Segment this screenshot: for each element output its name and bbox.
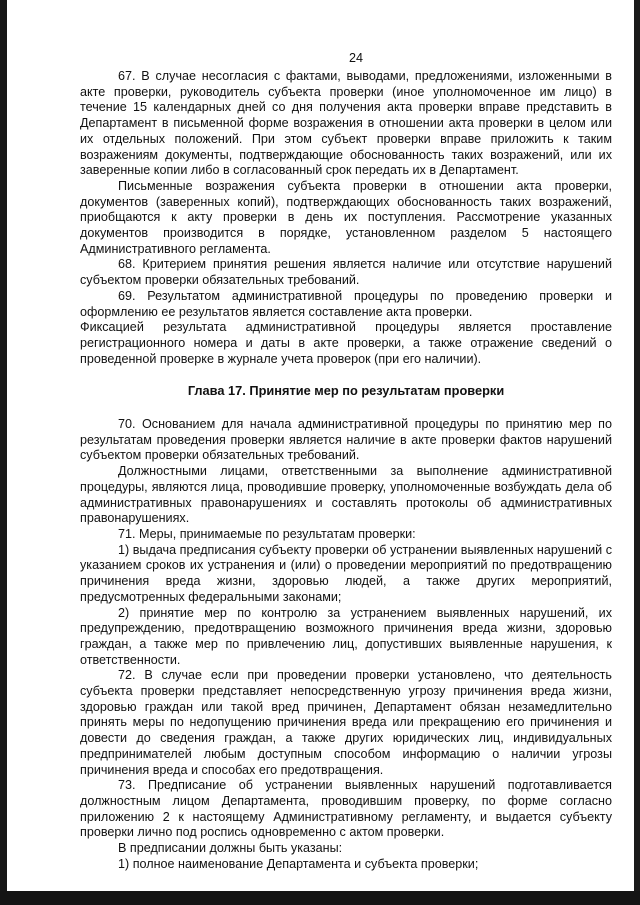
scan-border-bottom bbox=[0, 891, 640, 905]
paragraph: 1) выдача предписания субъекту проверки об устранении выявленных нарушений с указанием сроков их устранения и (или) о проведении мероприятий по предотвращению причинения вреда жизни, здоровью людей, а также других мероприятий, предусмотренных федеральными законами; bbox=[80, 542, 612, 604]
paragraph: Должностными лицами, ответственными за выполнение административной процедуры, являются лица, проводившие проверку, уполномоченные возбуждать дела об административных правонарушениях и составлять протоколы об административных правонарушениях. bbox=[80, 464, 612, 526]
paragraph: 67. В случае несогласия с фактами, выводами, предложениями, изложенными в акте проверки, руководитель субъекта проверки (иное уполномоченное им лицо) в течение 15 календарных дней со дня получения акта проверки вправе представить в Департамент в письменной форме возражения в отношении акта проверки в целом или их отдельных положений. При этом субъект проверки вправе приложить к таким возражениям документы, подтверждающие обоснованность таких возражений, или их заверенные копии либо в согласованный срок передать их в Департамент. bbox=[80, 69, 612, 178]
scan-border-left bbox=[0, 0, 7, 905]
page-number: 24 bbox=[348, 51, 363, 65]
chapter-heading: Глава 17. Принятие мер по результатам проверки bbox=[187, 383, 505, 399]
paragraph: 69. Результатом административной процедуры по проведению проверки и оформлению ее результатов является составление акта проверки. bbox=[80, 288, 612, 319]
paragraph: 68. Критерием принятия решения является наличие или отсутствие нарушений субъектом проверки обязательных требований. bbox=[80, 257, 612, 288]
paragraph: Письменные возражения субъекта проверки в отношении акта проверки, документов (заверенных копий), подтверждающих обоснованность таких возражений, приобщаются к акту проверки в день их поступления. Рассмотрение указанных документов производится в порядке, установленном разделом 5 настоящего Административного регламента. bbox=[80, 178, 612, 256]
paragraph: 70. Основанием для начала административной процедуры по принятию мер по результатам проведения проверки является наличие в акте проверки фактов нарушений субъектом проверки обязательных требований. bbox=[80, 417, 612, 463]
section-bottom bbox=[80, 417, 612, 872]
paragraph: 73. Предписание об устранении выявленных нарушений подготавливается должностным лицом Департамента, проводившим проверку, по форме согласно приложению 2 к настоящему Административному регламенту, и выдается субъекту проверки лично под роспись одновременно с актом проверки. bbox=[80, 778, 612, 840]
paragraph: В предписании должны быть указаны: bbox=[118, 841, 343, 856]
document-page bbox=[80, 50, 612, 872]
scan-border-right bbox=[634, 0, 640, 905]
paragraph: 72. В случае если при проведении проверки установлено, что деятельность субъекта проверки представляет непосредственную угрозу причинения вреда жизни, здоровью граждан или такой вред причинен, Департамент обязан незамедлительно принять меры по недопущению причинения вреда или прекращению его причинения и довести до сведения граждан, а также других юридических лиц, индивидуальных предпринимателей любым доступным способом информацию о наличии угрозы причинения вреда и способах его предотвращения. bbox=[80, 668, 612, 777]
section-top bbox=[80, 69, 612, 367]
paragraph: 71. Меры, принимаемые по результатам проверки: bbox=[118, 526, 416, 541]
paragraph: 1) полное наименование Департамента и субъекта проверки; bbox=[118, 856, 479, 871]
paragraph: 2) принятие мер по контролю за устранением выявленных нарушений, их предупреждению, предотвращению возможного причинения вреда жизни, здоровью граждан, а также мер по привлечению лиц, допустивших выявленные нарушения, к ответственности. bbox=[80, 605, 612, 667]
paragraph: Фиксацией результата административной процедуры является проставление регистрационного номера и даты в акте проверки, а также отражение сведений о проведенной проверке в журнале учета проверок (при его наличии). bbox=[80, 320, 612, 366]
